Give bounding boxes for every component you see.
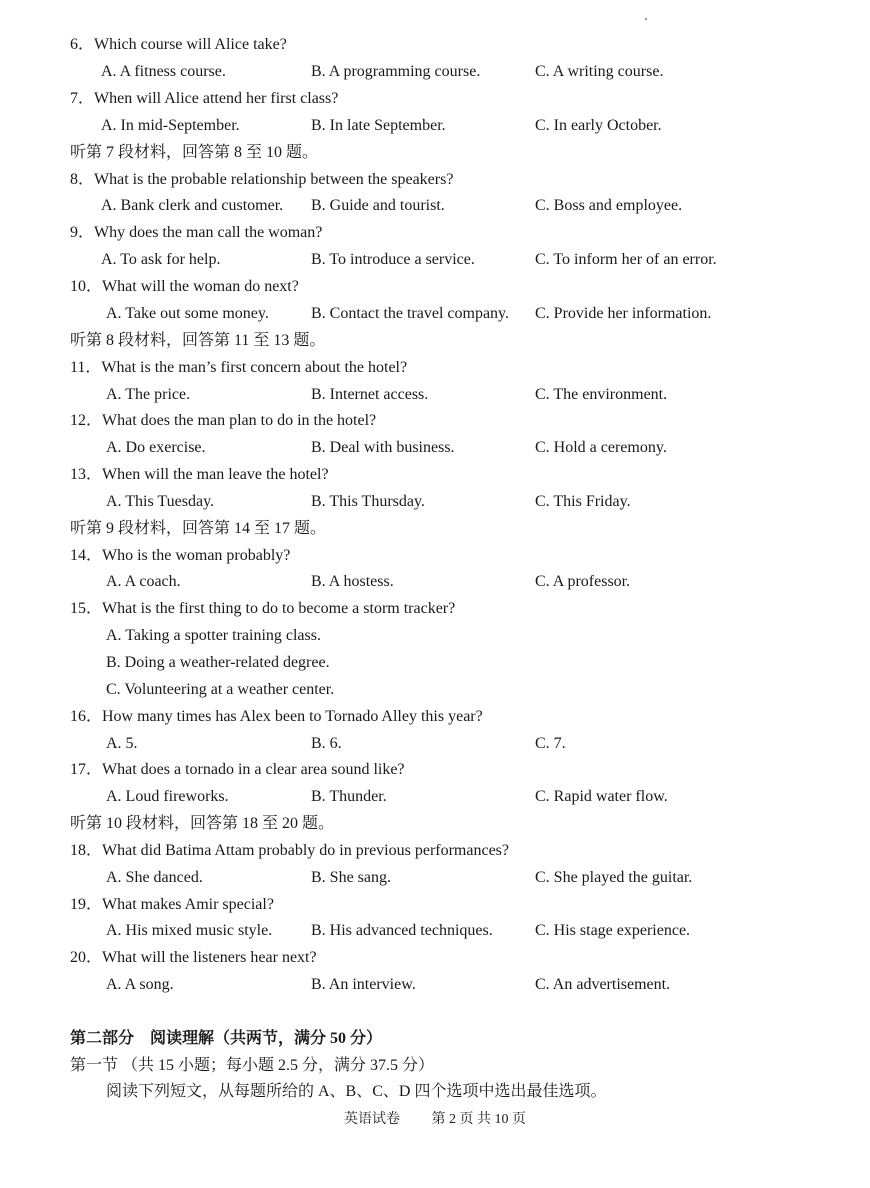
option-c: C. Volunteering at a weather center. (106, 681, 335, 698)
option-c: C. This Friday. (535, 493, 631, 510)
question-17-stem: 17．What does a tornado in a clear area sound like? (70, 761, 405, 778)
option-c: C. 7. (535, 735, 566, 752)
option-c: C. Hold a ceremony. (535, 439, 667, 456)
footer-page-number: 第 2 页 共 10 页 (431, 1112, 526, 1127)
option-a: A. A coach. (106, 573, 181, 590)
footer-subject: 英语试卷 (344, 1112, 400, 1127)
question-18-stem: 18．What did Batima Attam probably do in previous performances? (70, 842, 510, 859)
option-c: C. A writing course. (535, 63, 664, 80)
option-a: A. Bank clerk and customer. (101, 197, 284, 214)
option-c: C. Provide her information. (535, 305, 712, 322)
question-9-options (0, 250, 870, 270)
option-b: B. Doing a weather-related degree. (106, 654, 330, 671)
option-b: B. 6. (311, 735, 342, 752)
question-12-stem: 12．What does the man plan to do in the hotel? (70, 412, 377, 429)
question-15-stem: 15．What is the first thing to do to become a storm tracker? (70, 600, 456, 617)
question-10-stem: 10．What will the woman do next? (70, 278, 299, 295)
section-one-heading: 第一节 （共 15 小题；每小题 2.5 分，满分 37.5 分） (70, 1057, 435, 1074)
option-c: C. Boss and employee. (535, 197, 683, 214)
question-19-stem: 19．What makes Amir special? (70, 896, 274, 913)
option-b: B. Contact the travel company. (311, 305, 510, 322)
question-16-stem: 16．How many times has Alex been to Tornado Alley this year? (70, 708, 483, 725)
option-b: B. Guide and tourist. (311, 197, 445, 214)
question-11-stem: 11．What is the man’s first concern about the hotel? (70, 359, 408, 376)
option-b: B. This Thursday. (311, 493, 425, 510)
option-b: B. She sang. (311, 869, 391, 886)
option-c: C. She played the guitar. (535, 869, 693, 886)
option-a: A. Taking a spotter training class. (106, 627, 321, 644)
option-a: A. 5. (106, 735, 138, 752)
question-13-options (0, 492, 870, 512)
scan-speck (645, 18, 647, 20)
page-footer (0, 1108, 870, 1128)
option-a: A. To ask for help. (101, 251, 221, 268)
option-b: B. A programming course. (311, 63, 481, 80)
option-a: A. Take out some money. (106, 305, 269, 322)
reading-instruction: 阅读下列短文，从每题所给的 A、B、C、D 四个选项中选出最佳选项。 (106, 1083, 607, 1100)
question-16-options (0, 734, 870, 754)
option-b: B. A hostess. (311, 573, 394, 590)
listening-section-8-header: 听第 8 段材料，回答第 11 至 13 题。 (70, 332, 326, 349)
question-11-options (0, 385, 870, 405)
option-c: C. In early October. (535, 117, 662, 134)
listening-section-9-header: 听第 9 段材料，回答第 14 至 17 题。 (70, 520, 327, 537)
option-c: C. A professor. (535, 573, 631, 590)
option-b: B. An interview. (311, 976, 416, 993)
question-10-options (0, 304, 870, 324)
option-a: A. Do exercise. (106, 439, 206, 456)
question-7-options (0, 116, 870, 136)
option-b: B. In late September. (311, 117, 446, 134)
option-b: B. Deal with business. (311, 439, 455, 456)
option-c: C. Rapid water flow. (535, 788, 668, 805)
question-20-options (0, 975, 870, 995)
question-14-options (0, 572, 870, 592)
option-b: B. His advanced techniques. (311, 922, 493, 939)
option-b: B. To introduce a service. (311, 251, 475, 268)
question-13-stem: 13．When will the man leave the hotel? (70, 466, 329, 483)
question-19-options (0, 921, 870, 941)
option-a: A. This Tuesday. (106, 493, 215, 510)
question-14-stem: 14．Who is the woman probably? (70, 547, 291, 564)
question-6-stem: 6．Which course will Alice take? (70, 36, 287, 53)
part-two-title: 第二部分 阅读理解（共两节，满分 50 分） (70, 1030, 383, 1047)
question-7-stem: 7．When will Alice attend her first class? (70, 90, 339, 107)
option-a: A. A song. (106, 976, 174, 993)
option-c: C. The environment. (535, 386, 668, 403)
option-c: C. An advertisement. (535, 976, 671, 993)
question-9-stem: 9．Why does the man call the woman? (70, 224, 323, 241)
option-a: A. She danced. (106, 869, 203, 886)
question-18-options (0, 868, 870, 888)
option-a: A. A fitness course. (101, 63, 226, 80)
option-c: C. To inform her of an error. (535, 251, 717, 268)
option-a: A. The price. (106, 386, 191, 403)
question-12-options (0, 438, 870, 458)
question-8-stem: 8．What is the probable relationship between the speakers? (70, 171, 454, 188)
question-20-stem: 20．What will the listeners hear next? (70, 949, 317, 966)
option-a: A. In mid-September. (101, 117, 240, 134)
option-a: A. His mixed music style. (106, 922, 273, 939)
option-c: C. His stage experience. (535, 922, 691, 939)
question-8-options (0, 196, 870, 216)
option-b: B. Thunder. (311, 788, 387, 805)
option-b: B. Internet access. (311, 386, 429, 403)
listening-section-7-header: 听第 7 段材料，回答第 8 至 10 题。 (70, 144, 319, 161)
question-17-options (0, 787, 870, 807)
option-a: A. Loud fireworks. (106, 788, 229, 805)
question-6-options (0, 62, 870, 82)
listening-section-10-header: 听第 10 段材料，回答第 18 至 20 题。 (70, 815, 335, 832)
